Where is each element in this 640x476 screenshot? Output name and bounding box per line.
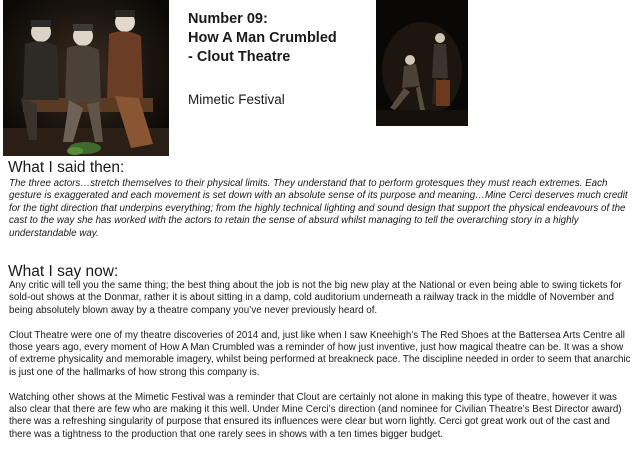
three-actors-seated-stage-photo-icon: [3, 0, 169, 156]
section-heading-then: What I said then:: [8, 159, 125, 176]
reflection-paragraph: Any critic will tell you the same thing; the best thing about the job is not the big new play at the National or even being able to swing tickets for sold-out shows at the Donmar, rather it is about sitting in a damp, cold auditorium underneath a railway track in the middle of November and being absolutely blown away by a theatre company you’ve never previously heard of.: [9, 280, 622, 316]
review-quote: The three actors…stretch themselves to their physical limits. They understand that to perform grotesques they must reach extremes. Each gesture is exaggerated and each movement is set down with an absolute sense of its purpose and meaning…Mine Cerci deserves much credit for the tight direction that underpins everything; from the highly technical lighting and sound design that support the physical endeavours of the cast to the way she has worked with the actors to retain the sense of absurd whilst managing to tell the overarching story in a highly understandable way.: [9, 178, 628, 239]
page-title: [188, 10, 368, 67]
title-line-company: - Clout Theatre: [188, 49, 291, 65]
stage-photo-right: [376, 0, 468, 126]
reflection-paragraph: Watching other shows at the Mimetic Festival was a reminder that Clout are certainly not alone in making this type of theatre, however it was also clear that there are few who are making it this well. Under Mine Cerci’s direction (and nominee for Civilian Theatre’s Best Director award) there was a refreshing singularity of purpose that ensured its influences were clear but worn lightly. Cerci got great work out of the cast and there was a tightness to the production that one rarely sees in shows with a ten times bigger budget.: [9, 391, 622, 440]
stage-photo-left: [3, 0, 169, 156]
section-heading-now: What I say now:: [8, 263, 119, 280]
festival-label: Mimetic Festival: [188, 92, 285, 107]
title-line-show: How A Man Crumbled: [188, 30, 337, 46]
reflection-body: [9, 280, 631, 441]
reflection-paragraph: Clout Theatre were one of my theatre discoveries of 2014 and, just like when I saw Kneehigh’s The Red Shoes at the Battersea Arts Centre all those years ago, every moment of How A Man Crumbled was a reminder of how just inventive, just how magical theatre can be. It was a show of extreme physicality and memorable imagery, whilst being performed at breakneck pace. The discipline needed in order to seem that anarchic is just one of the hallmarks of how strong this company is.: [9, 329, 631, 378]
title-line-number: Number 09:: [188, 11, 268, 27]
actors-performing-stage-photo-icon: [376, 0, 468, 126]
